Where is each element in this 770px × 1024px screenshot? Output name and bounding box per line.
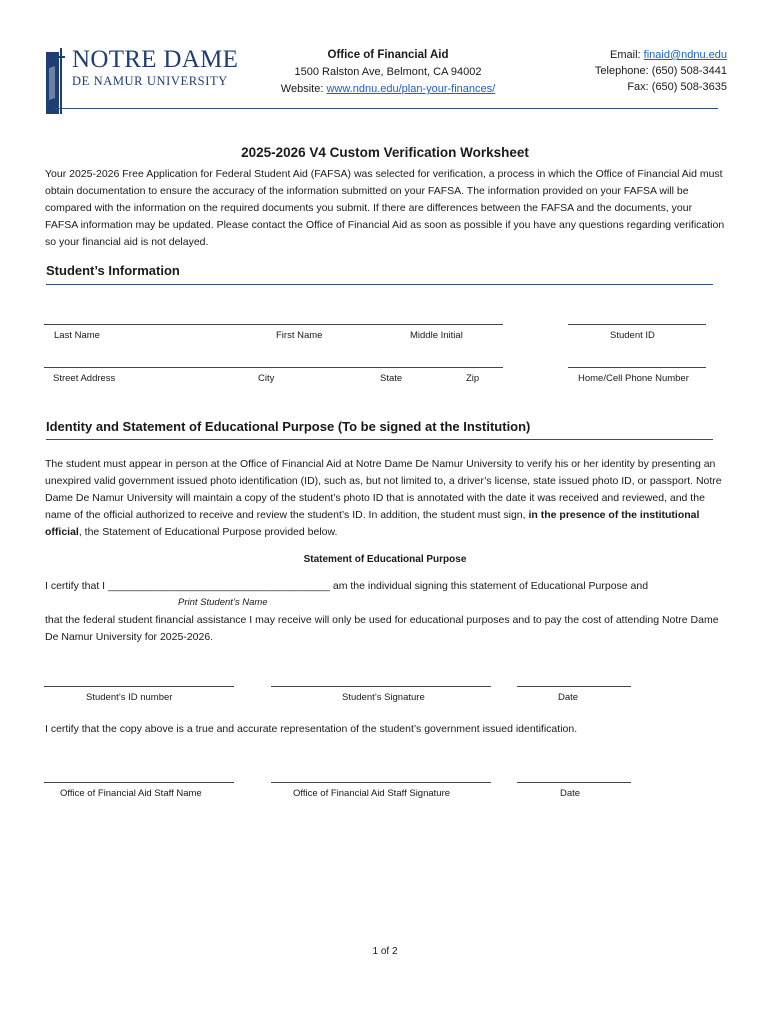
identity-divider bbox=[46, 439, 713, 440]
student-id-label: Student ID bbox=[610, 330, 655, 341]
logo-subtitle: DE NAMUR UNIVERSITY bbox=[72, 74, 228, 88]
logo-title: NOTRE DAME bbox=[72, 46, 239, 73]
staff-signature-line[interactable] bbox=[271, 782, 491, 783]
fax: Fax: (650) 508-3635 bbox=[627, 81, 727, 93]
email-line bbox=[595, 47, 727, 63]
student-info-divider bbox=[46, 284, 713, 285]
website-link[interactable]: www.ndnu.edu/plan-your-finances/ bbox=[326, 83, 496, 95]
website-line bbox=[250, 81, 526, 98]
contact-details bbox=[595, 47, 727, 95]
staff-name-label: Office of Financial Aid Staff Name bbox=[60, 788, 202, 799]
statement-heading: Statement of Educational Purpose bbox=[303, 554, 467, 565]
identity-heading: Identity and Statement of Educational Purpose (To be signed at the Institution) bbox=[46, 419, 531, 434]
identity-text-a: The student must appear in person at the Office of Financial Aid at Notre Dame De Namur University to verify his or her identity by presenting an unexpired valid government issued photo identification (ID), such as, but not limited to, a driver’s license, state issued photo ID, or passport. Notre Dame De Namur University will maintain a copy of the student’s photo ID that is annotated with the date it was received and reviewed, and the name of the official authorized to receive and review the student’s ID. In addition, the student must sign, bbox=[45, 458, 722, 521]
document-title: 2025-2026 V4 Custom Verification Worksheet bbox=[241, 145, 529, 160]
office-contact-block bbox=[250, 47, 526, 98]
identity-text-b: , the Statement of Educational Purpose provided below. bbox=[78, 526, 338, 538]
date-line[interactable] bbox=[517, 686, 631, 687]
certify-continuation: that the federal student financial assistance I may receive will only be used for educational purposes and to pay the cost of attending Notre Dame De Namur University for 2025-2026. bbox=[45, 614, 719, 643]
certify-line bbox=[45, 578, 728, 595]
telephone: Telephone: (650) 508-3441 bbox=[594, 65, 727, 77]
phone-field-line[interactable] bbox=[568, 367, 706, 368]
certify-text-a: I certify that I bbox=[45, 580, 106, 592]
student-id-number-line[interactable] bbox=[44, 686, 234, 687]
middle-initial-label: Middle Initial bbox=[410, 330, 463, 341]
staff-date-line[interactable] bbox=[517, 782, 631, 783]
office-name: Office of Financial Aid bbox=[327, 49, 449, 61]
page-number: 1 of 2 bbox=[372, 946, 398, 957]
zip-label: Zip bbox=[466, 373, 480, 384]
email-link[interactable]: finaid@ndnu.edu bbox=[643, 49, 727, 61]
staff-date-label: Date bbox=[560, 788, 581, 799]
print-name-blank[interactable]: ______________________________________ bbox=[108, 580, 330, 592]
date-label: Date bbox=[558, 692, 579, 703]
phone-label: Home/Cell Phone Number bbox=[578, 373, 689, 384]
website-label: Website: bbox=[280, 83, 324, 95]
street-label: Street Address bbox=[53, 373, 116, 384]
print-name-label: Print Student’s Name bbox=[178, 597, 268, 608]
student-id-field-line[interactable] bbox=[568, 324, 706, 325]
identity-paragraph bbox=[45, 456, 728, 541]
city-label: City bbox=[258, 373, 275, 384]
first-name-label: First Name bbox=[276, 330, 323, 341]
certify-text-b: am the individual signing this statement of Educational Purpose and bbox=[332, 580, 649, 592]
intro-paragraph: Your 2025-2026 Free Application for Federal Student Aid (FAFSA) was selected for verification, a process in which the Office of Financial Aid must obtain documentation to ensure the accuracy of the information submitted on your FAFSA. The information provided on your FAFSA will be compared with the information on the required documents you submit. If there are differences between the FAFSA and the documents, your FAFSA information may be updated. Please contact the Office of Financial Aid as soon as possible if you have any questions regarding verification so your financial aid is not delayed. bbox=[45, 168, 725, 248]
student-id-number-label: Student’s ID number bbox=[86, 692, 173, 703]
student-signature-line[interactable] bbox=[271, 686, 491, 687]
staff-signature-label: Office of Financial Aid Staff Signature bbox=[293, 788, 451, 799]
identity-text-bold: in the presence of the institutional official bbox=[45, 509, 700, 538]
header-divider bbox=[54, 108, 718, 109]
university-logo-mark bbox=[46, 48, 66, 114]
email-label: Email: bbox=[610, 49, 641, 61]
name-field-line[interactable] bbox=[44, 324, 503, 325]
state-label: State bbox=[380, 373, 403, 384]
address-field-line[interactable] bbox=[44, 367, 503, 368]
last-name-label: Last Name bbox=[54, 330, 100, 341]
student-info-heading: Student’s Information bbox=[46, 263, 180, 278]
certify-copy-statement: I certify that the copy above is a true and accurate representation of the student’s government issued identification. bbox=[45, 723, 578, 735]
staff-name-line[interactable] bbox=[44, 782, 234, 783]
student-signature-label: Student’s Signature bbox=[342, 692, 425, 703]
office-address: 1500 Ralston Ave, Belmont, CA 94002 bbox=[294, 66, 482, 78]
